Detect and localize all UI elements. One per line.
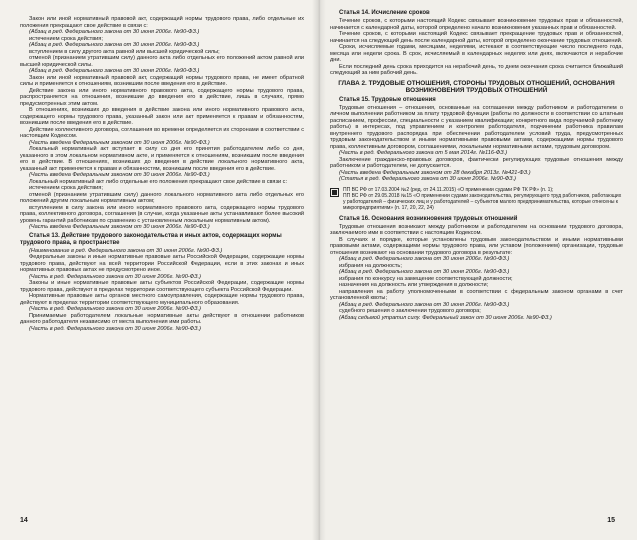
amendment-note: (Часть в ред. Федерального закона от 30 июня 2006г. №90-ФЗ.) (29, 306, 201, 312)
paragraph: Сроки, исчисляемые годами, месяцами, неделями, истекают в соответствующие число последнего года, месяца или недели срока. В срок, исчисляемый в календарных неделях или днях, включаются и нерабочие дни. (330, 44, 623, 63)
amendment-note: (Часть в ред. Федерального закона от 5 мая 2014г. №116-ФЗ.) (339, 150, 508, 157)
paragraph: Заключение гражданско-правовых договоров, фактически регулирующих трудовые отношения между работником и работодателем, не допускается. (330, 156, 623, 170)
amendment-note: (Абзац в ред. Федерального закона от 30 июня 2006г. №90-ФЗ.) (339, 256, 510, 263)
amendment-note: (Часть введена Федеральным законом от 30 июня 2006г. №90-ФЗ.) (29, 172, 210, 178)
paragraph: вступлением в силу другого акта равной или высшей юридической силы; (29, 48, 220, 55)
amendment-note: (Статья в ред. Федерального закона от 30 июня 2006г. №90-ФЗ.) (339, 176, 517, 183)
paragraph: истечением срока действия; (29, 185, 103, 191)
paragraph: Трудовые отношения – отношения, основанные на соглашении между работником и работодателем о личном выполнении работником за плату трудовой функции (работы по должности в соответствии со штатным расписанием, профессии, специальности с указанием квалификации; конкретного вида поручаемой работнику работы) в интересах, под управлением и контролем работодателя, подчинении работника правилам внутреннего трудового распорядка при обеспечении работодателем условий труда, предусмотренных трудовым законодательством и иными нормативными правовыми актами, содержащими нормы трудового права, коллективным договором, соглашениями, локальными нормативными актами, трудовым договором. (330, 104, 623, 150)
paragraph: направления на работу уполномоченными в соответствии с федеральным законом органами в счет установленной квоты; (330, 288, 623, 302)
paragraph: Локальный нормативный акт либо отдельные его положения прекращают свое действие в связи с: (29, 178, 288, 185)
paragraph: избрания на должность; (339, 262, 402, 269)
reference-marker-icon (330, 188, 339, 197)
amendment-note: (Часть введена Федеральным законом от 28 декабря 2013г. №421-ФЗ.) (339, 169, 531, 176)
paragraph: Закон или иной нормативный правовой акт, содержащий нормы трудового права, либо отдельные их положения прекращают свое действие в связи с: (20, 16, 304, 29)
paragraph: назначения на должность или утверждения в должности; (339, 282, 489, 289)
amendment-note: (Часть в ред. Федерального закона от 30 июня 2006г. №90-ФЗ.) (29, 325, 201, 332)
article-heading: Статья 15. Трудовые отношения (339, 96, 436, 103)
amendment-note: (Абзац в ред. Федерального закона от 30 июня 2006г. №90-ФЗ.) (29, 29, 200, 35)
paragraph: Закон или иной нормативный правовой акт, содержащий нормы трудового права, не имеет обратной силы и применяется к отношениям, возникшим после введения его в действие. (20, 74, 304, 87)
amendment-note: (Абзац седьмой утратил силу. Федеральный закон от 30 июня 2006г. №90-ФЗ.) (339, 314, 552, 321)
article-heading: Статья 16. Основания возникновения трудовых отношений (339, 215, 518, 222)
amendment-note: (Абзац в ред. Федерального закона от 30 июня 2006г. №90-ФЗ.) (29, 68, 200, 74)
paragraph: Течение сроков, с которыми настоящий Кодекс связывает прекращение трудовых прав и обязанностей, начинается на следующий день после календарной даты, которой определено окончание трудовых отношений. (330, 31, 623, 44)
paragraph: Трудовые отношения возникают между работником и работодателем на основании трудового договора, заключаемого ими в соответствии с настоящим Кодексом. (330, 223, 623, 237)
left-page-number: 14 (20, 517, 28, 524)
amendment-note: (Абзац в ред. Федерального закона от 30 июня 2006г. №90-ФЗ.) (339, 301, 510, 308)
right-page (318, 0, 637, 540)
article-heading: Статья 13. Действие трудового законодательства и иных актов, содержащих нормы трудового права, в пространстве (20, 232, 282, 246)
paragraph: истечением срока действия; (29, 35, 103, 42)
paragraph: отменой (признанием утратившим силу) данного акта либо отдельных его положений актом равной или высшей юридической силы. (20, 55, 304, 68)
article-heading: Статья 14. Исчисление сроков (339, 10, 430, 16)
amendment-note: (Часть введена Федеральным законом от 30 июня 2006г. №90-ФЗ.) (29, 139, 210, 146)
right-page-number: 15 (607, 517, 615, 524)
paragraph: Принимаемые работодателем локальные нормативные акты действуют в отношении работников данного работодателя независимо от места выполнения ими работы. (20, 312, 304, 325)
paragraph: избрания по конкурсу на замещение соответствующей должности; (339, 275, 513, 282)
amendment-note: (Абзац в ред. Федерального закона от 30 июня 2006г. №90-ФЗ.) (29, 42, 200, 48)
paragraph: Действие закона или иного нормативного правового акта, содержащего нормы трудового права, распространяется на отношения, возникшие до введения его в действие, лишь в случаях, прямо предусмотренных этим актом. (20, 87, 304, 107)
right-page-text (330, 10, 623, 321)
paragraph: судебного решения о заключении трудового договора; (339, 308, 481, 315)
reference-text (343, 187, 623, 211)
paragraph: Законы и иные нормативные правовые акты субъектов Российской Федерации, содержащие нормы трудового права, действуют в пределах территории соответствующего субъекта Российской Федерации. (20, 280, 304, 293)
left-page (0, 0, 318, 540)
book-gutter (312, 0, 326, 540)
paragraph: отменой (признанием утратившим силу) данного локального нормативного акта либо отдельных его положений другим локальным нормативным актом; (20, 191, 304, 204)
reference-line: ПП ВС РФ от 29.05.2018 №15 «О применении судами законодательства, регулирующего труд работников, работающих у работодателей – физических лиц и у работодателей – субъектов малого предпринимательства, которые отнесены к микропредприятиям» (п. 17, 20, 22, 24) (343, 192, 622, 211)
paragraph: В случаях и порядке, которые установлены трудовым законодательством и иными нормативными правовыми актами, содержащими нормы трудового права, или уставом (положением) организации, трудовые отношения возникают на основании трудового договора в результате: (330, 236, 623, 256)
court-ruling-reference (330, 187, 623, 211)
paragraph: Действие коллективного договора, соглашения во времени определяется их сторонами в соответствии с настоящим Кодексом. (20, 126, 304, 139)
reference-line: ПП ВС РФ от 17.03.2004 №2 (ред. от 24.11.2015) «О применении судами РФ ТК РФ» (п. 1); (343, 186, 554, 193)
paragraph: Федеральные законы и иные нормативные правовые акты Российской Федерации, содержащие нормы трудового права, действуют на всей территории Российской Федерации, если в этих законах и иных нормативных правовых актах не предусмотрено иное. (20, 254, 304, 273)
paragraph: Локальный нормативный акт вступает в силу со дня его принятия работодателем либо со дня, указанного в этом локальном нормативном акте, и применяется к отношениям, возникшим после введения его в действие. В отношениях, возникших до введения в действие локального нормативного акта, указанный акт применяется к правам и обязанностям, возникшим после введения его в действие. (20, 146, 304, 172)
paragraph: В отношениях, возникших до введения в действие закона или иного нормативного правового акта, содержащего нормы трудового права, указанный закон или акт применяется к правам и обязанностям, возникшим после введения его в действие. (20, 107, 304, 126)
chapter-heading: ГЛАВА 2. ТРУДОВЫЕ ОТНОШЕНИЯ, СТОРОНЫ ТРУДОВЫХ ОТНОШЕНИЙ, ОСНОВАНИЯ ВОЗНИКНОВЕНИЯ ТРУДОВЫХ ОТНОШЕНИЙ (338, 79, 615, 95)
amendment-note: (Абзац в ред. Федерального закона от 30 июня 2006г. №90-ФЗ.) (339, 269, 510, 276)
paragraph: вступлением в силу закона или иного нормативного правового акта, содержащего нормы трудового права, коллективного договора, соглашения (в случае, когда указанные акты устанавливают более высокий уровень гарантий работникам по сравнению с установленным локальным нормативным актом). (20, 204, 304, 224)
left-page-text (20, 16, 304, 332)
amendment-note: (Часть введена Федеральным законом от 30 июня 2006г. №90-ФЗ.) (29, 224, 210, 230)
amendment-note: (Наименование в ред. Федерального закона от 30 июня 2006г. №90-ФЗ.) (29, 247, 223, 254)
paragraph: Если последний день срока приходится на нерабочий день, то днем окончания срока считается ближайший следующий за ним рабочий день. (330, 63, 623, 76)
paragraph: Течение сроков, с которыми настоящий Кодекс связывает возникновение трудовых прав и обязанностей, начинается с календарной даты, которой определено начало возникновения указанных прав и обязанностей. (330, 18, 623, 31)
paragraph: Нормативные правовые акты органов местного самоуправления, содержащие нормы трудового права, действуют в пределах территории соответствующего муниципального образования. (20, 293, 304, 306)
amendment-note: (Часть в ред. Федерального закона от 30 июня 2006г. №90-ФЗ.) (29, 273, 201, 280)
